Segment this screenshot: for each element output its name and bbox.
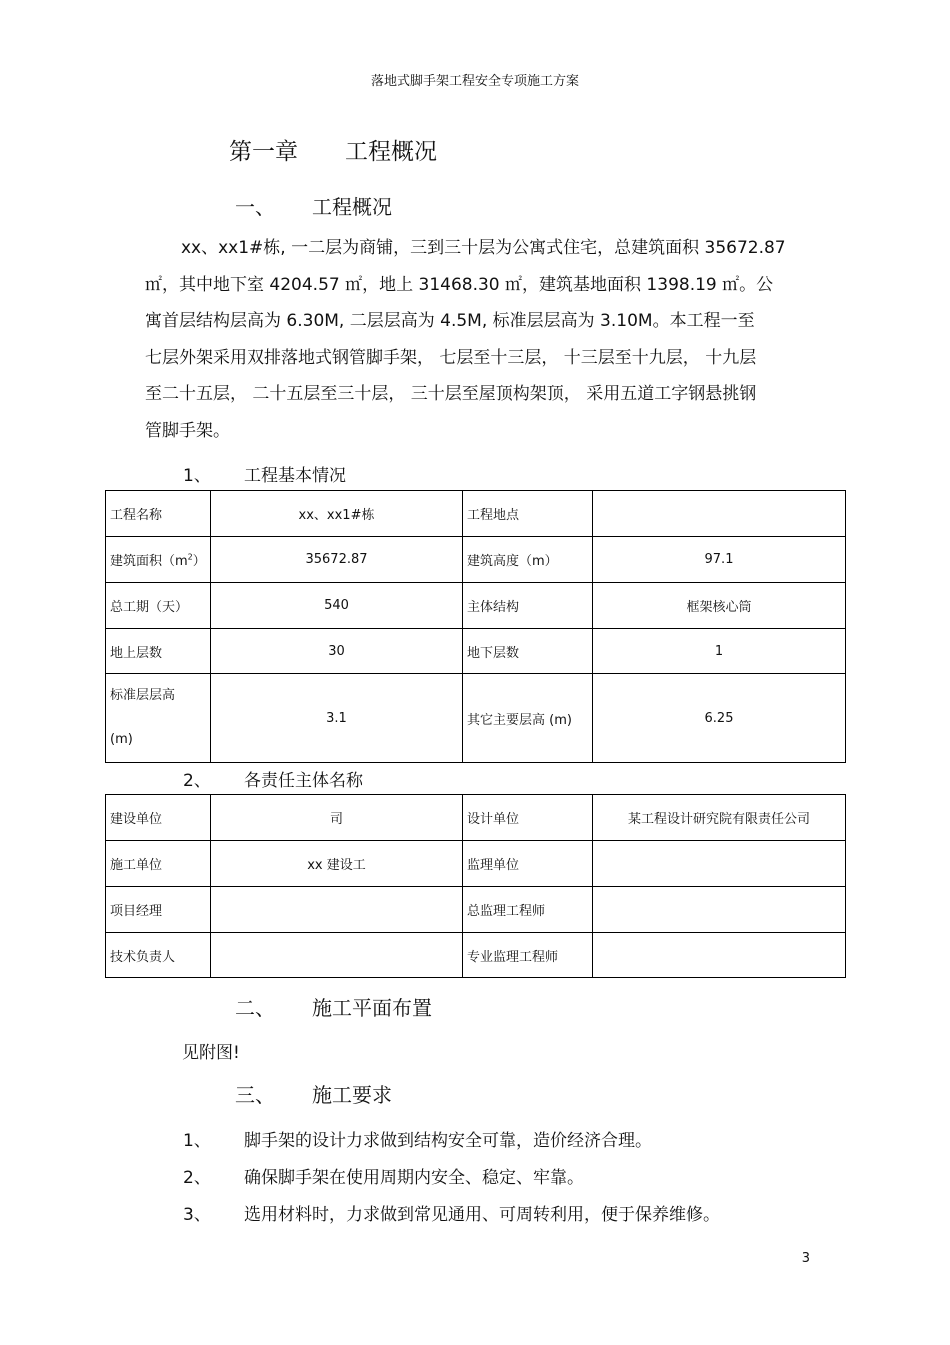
label-cell: 总监理工程师: [463, 887, 593, 933]
requirement-text: 选用材料时，力求做到常见通用、可周转利用，便于保养维修。: [244, 1205, 720, 1225]
label-cell: 监理单位: [463, 841, 593, 887]
overview-line: 七层外架采用双排落地式钢管脚手架， 七层至十三层， 十三层至十九层， 十九层: [145, 347, 757, 368]
running-head: 落地式脚手架工程安全专项施工方案: [370, 74, 579, 89]
table-row: [106, 933, 846, 978]
label-cell: 项目经理: [106, 887, 211, 933]
overview-paragraph: [145, 230, 805, 449]
std-height-unit: (m): [110, 732, 133, 747]
value-cell: [593, 491, 846, 537]
area-sup: 2: [187, 552, 193, 562]
label-cell: 施工单位: [106, 841, 211, 887]
project-basic-table: [105, 490, 846, 763]
label-cell: 主体结构: [463, 583, 593, 629]
section-3-number: 三、: [235, 1083, 275, 1107]
value-cell: 某工程设计研究院有限责任公司: [593, 795, 846, 841]
value-cell: [593, 887, 846, 933]
value-cell: 1: [593, 629, 846, 674]
label-cell: [106, 537, 211, 583]
table-row: [106, 629, 846, 674]
value-cell: [211, 887, 463, 933]
subsection-2-number: 2、: [183, 771, 211, 791]
page-number: 3: [801, 1251, 810, 1266]
value-cell: 3.1: [211, 674, 463, 763]
see-attached-note: 见附图!: [182, 1043, 240, 1063]
chapter-title: 工程概况: [345, 139, 437, 165]
label-cell: 地上层数: [106, 629, 211, 674]
label-cell: 设计单位: [463, 795, 593, 841]
label-cell: 建设单位: [106, 795, 211, 841]
table-row: [106, 887, 846, 933]
label-cell: [106, 674, 211, 763]
section-2-number: 二、: [235, 996, 275, 1020]
requirement-number: 1、: [183, 1131, 211, 1151]
subsection-1-number: 1、: [183, 466, 211, 486]
value-cell: 框架核心筒: [593, 583, 846, 629]
value-cell: [593, 933, 846, 978]
label-cell: 工程名称: [106, 491, 211, 537]
label-cell: 技术负责人: [106, 933, 211, 978]
table-row: [106, 583, 846, 629]
responsible-parties-table: [105, 794, 846, 978]
value-cell: xx、xx1#栋: [211, 491, 463, 537]
value-cell: xx 建设工: [211, 841, 463, 887]
subsection-1-title: 工程基本情况: [244, 466, 346, 486]
requirement-number: 2、: [183, 1168, 211, 1188]
table-row: [106, 674, 846, 763]
overview-line: 至二十五层， 二十五层至三十层， 三十层至屋顶构架顶， 采用五道工字钢悬挑钢: [145, 384, 757, 404]
area-label: 建筑面积（m: [110, 554, 188, 569]
label-cell: 总工期（天）: [106, 583, 211, 629]
area-close: ）: [192, 554, 206, 569]
table-row: [106, 841, 846, 887]
section-3-title: 施工要求: [312, 1083, 392, 1107]
overview-line: ㎡，其中地下室 4204.57 ㎡，地上 31468.30 ㎡，建筑基地面积 1398.19 ㎡。公: [145, 274, 774, 295]
value-cell: [211, 933, 463, 978]
table-row: [106, 795, 846, 841]
table-row: [106, 491, 846, 537]
value-cell: 540: [211, 583, 463, 629]
std-height-label: 标准层层高: [110, 688, 176, 703]
value-cell: 35672.87: [211, 537, 463, 583]
section-1-title: 工程概况: [312, 195, 392, 219]
section-1-number: 一、: [235, 195, 275, 219]
section-2-title: 施工平面布置: [312, 996, 432, 1020]
label-cell: 专业监理工程师: [463, 933, 593, 978]
label-cell: 其它主要层高 (m): [463, 674, 593, 763]
value-cell: 30: [211, 629, 463, 674]
overview-line: 管脚手架。: [145, 420, 230, 441]
overview-line: 寓首层结构层高为 6.30M, 二层层高为 4.5M, 标准层层高为 3.10M。本工程一至: [145, 311, 755, 331]
label-cell: 工程地点: [463, 491, 593, 537]
chapter-number: 第一章: [229, 139, 298, 165]
requirement-text: 确保脚手架在使用周期内安全、稳定、牢靠。: [244, 1168, 584, 1188]
label-cell: 建筑高度（m）: [463, 537, 593, 583]
value-cell: 司: [211, 795, 463, 841]
requirement-number: 3、: [183, 1205, 211, 1225]
value-cell: 97.1: [593, 537, 846, 583]
requirement-text: 脚手架的设计力求做到结构安全可靠，造价经济合理。: [244, 1131, 652, 1151]
table-row: [106, 537, 846, 583]
value-cell: [593, 841, 846, 887]
subsection-2-title: 各责任主体名称: [244, 771, 363, 791]
label-cell: 地下层数: [463, 629, 593, 674]
value-cell: 6.25: [593, 674, 846, 763]
overview-line: xx、xx1#栋, 一二层为商铺，三到三十层为公寓式住宅，总建筑面积 35672.87: [181, 238, 786, 258]
